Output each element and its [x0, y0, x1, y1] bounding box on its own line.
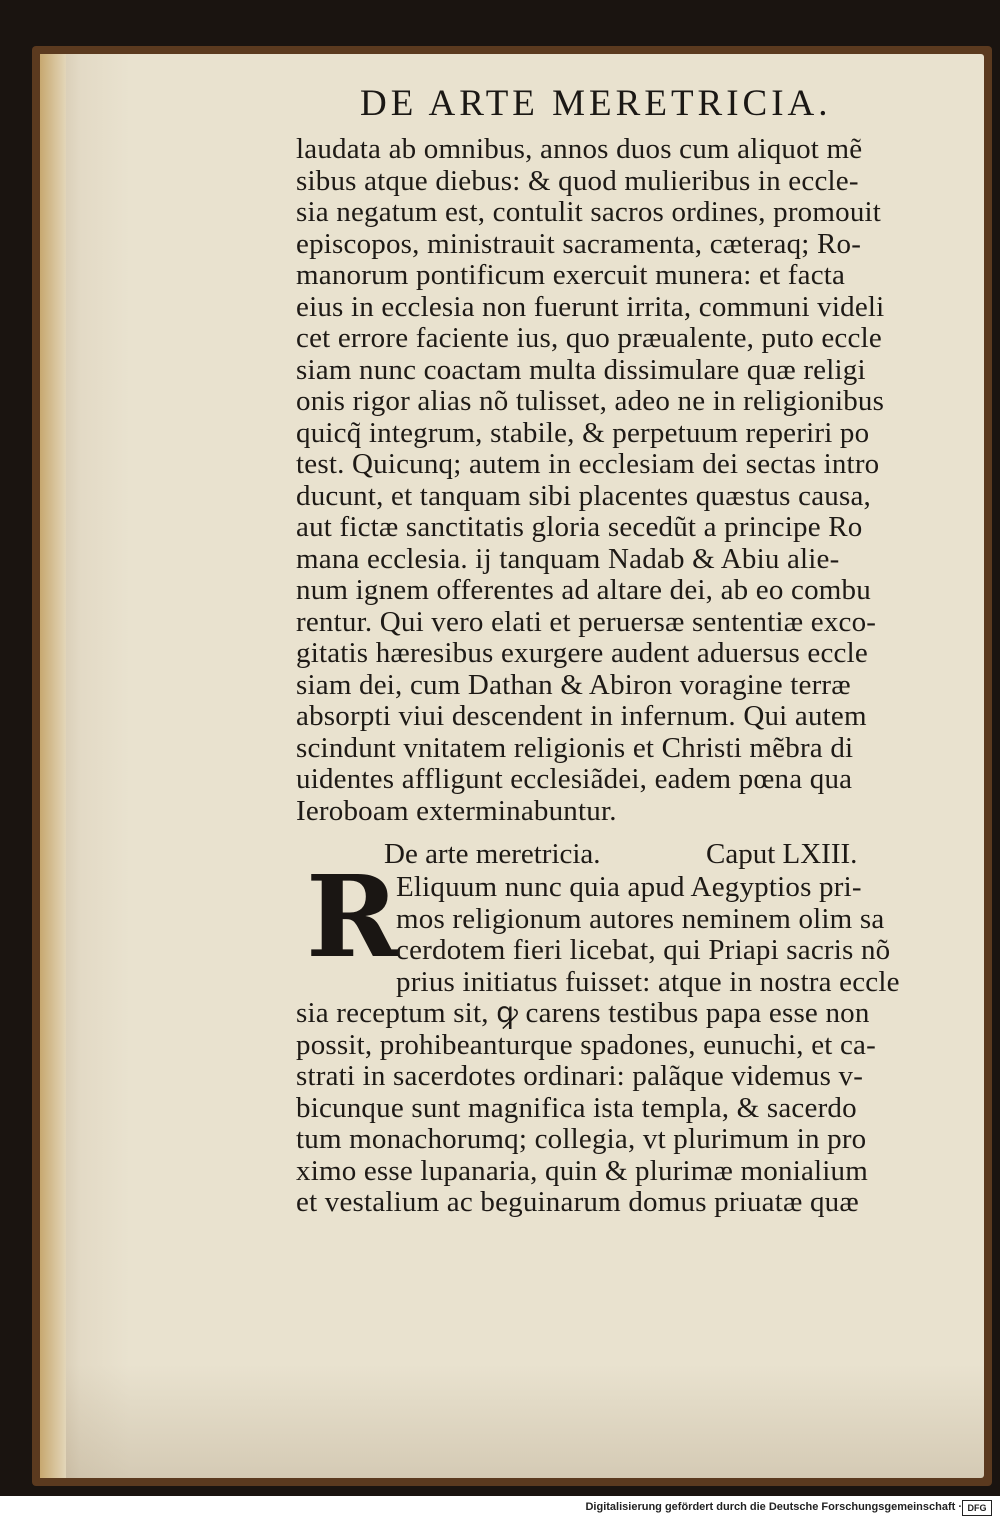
text-line: uidentes affligunt ecclesiãdei, eadem pœna qua	[296, 763, 853, 795]
text-line: sia receptum sit, ꝙ carens testibus papa esse non	[296, 997, 870, 1029]
funding-credit: Digitalisierung gefördert durch die Deutsche Forschungsgemeinschaft ·	[585, 1501, 962, 1513]
text-line: quicq̃ integrum, stabile, & perpetuum reperiri po	[296, 416, 870, 449]
text-line: bicunque sunt magnifica ista templa, & sacerdo	[296, 1091, 857, 1124]
text-line: prius initiatus fuisset: atque in nostra eccle	[396, 965, 900, 998]
text-line: eius in ecclesia non fuerunt irrita, communi videli	[296, 290, 885, 323]
dfg-logo-icon: DFG	[962, 1500, 992, 1516]
text-line: siam nunc coactam multa dissimulare quæ religi	[296, 353, 866, 386]
text-line: onis rigor alias nõ tulisset, adeo ne in religionibus	[296, 385, 885, 417]
text-line: episcopos, ministrauit sacramenta, cæteraq; Ro-	[296, 227, 862, 260]
running-head: DE ARTE MERETRICIA.	[360, 83, 832, 124]
text-line: tum monachorumq; collegia, vt plurimum in pro	[296, 1123, 867, 1155]
chapter-heading	[384, 838, 944, 871]
page-gutter-edge	[40, 54, 66, 1478]
text-line: et vestalium ac beguinarum domus priuatæ quæ	[296, 1186, 859, 1218]
text-line: mos religionum autores neminem olim sa	[396, 902, 885, 935]
text-line: Eliquum nunc quia apud Aegyptios pri-	[396, 871, 862, 903]
text-line: possit, prohibeanturque spadones, eunuchi, et ca-	[296, 1028, 876, 1061]
text-line: num ignem offerentes ad altare dei, ab eo combu	[296, 574, 871, 606]
text-line: rentur. Qui vero elati et peruersæ sententiæ exco-	[296, 605, 877, 638]
chapter-number: Caput LXIII.	[706, 838, 858, 870]
text-line: Ieroboam exterminabuntur.	[296, 794, 617, 827]
text-line: scindunt vnitatem religionis et Christi mẽbra di	[296, 731, 854, 764]
chapter-title: De arte meretricia.	[384, 838, 601, 870]
text-line: strati in sacerdotes ordinari: palãque videmus v-	[296, 1060, 864, 1092]
text-line: ximo esse lupanaria, quin & plurimæ monialium	[296, 1154, 869, 1187]
text-line: cet errore faciente ius, quo præualente, puto eccle	[296, 322, 882, 354]
text-line: gitatis hæresibus exurgere audent aduersus eccle	[296, 637, 868, 669]
text-line: manorum pontificum exercuit munera: et facta	[296, 259, 846, 291]
chapter-text	[296, 872, 956, 1219]
body-text	[296, 134, 956, 827]
text-line: absorpti viui descendent in infernum. Qui autem	[296, 700, 867, 732]
text-line: cerdotem fieri licebat, qui Priapi sacris nõ	[396, 934, 891, 966]
text-line: sia negatum est, contulit sacros ordines, promouit	[296, 196, 882, 228]
text-line: aut fictæ sanctitatis gloria secedũt a principe Ro	[296, 511, 863, 543]
text-line: siam dei, cum Dathan & Abiron voragine terræ	[296, 668, 851, 701]
text-line: laudata ab omnibus, annos duos cum aliquot mẽ	[296, 133, 863, 165]
text-line: mana ecclesia. ij tanquam Nadab & Abiu alie-	[296, 542, 840, 575]
text-line: test. Quicunq; autem in ecclesiam dei sectas intro	[296, 448, 880, 480]
decorated-initial: R	[306, 852, 400, 983]
text-line: sibus atque diebus: & quod mulieribus in eccle-	[296, 164, 859, 197]
text-line: ducunt, et tanquam sibi placentes quæstus causa,	[296, 479, 871, 512]
